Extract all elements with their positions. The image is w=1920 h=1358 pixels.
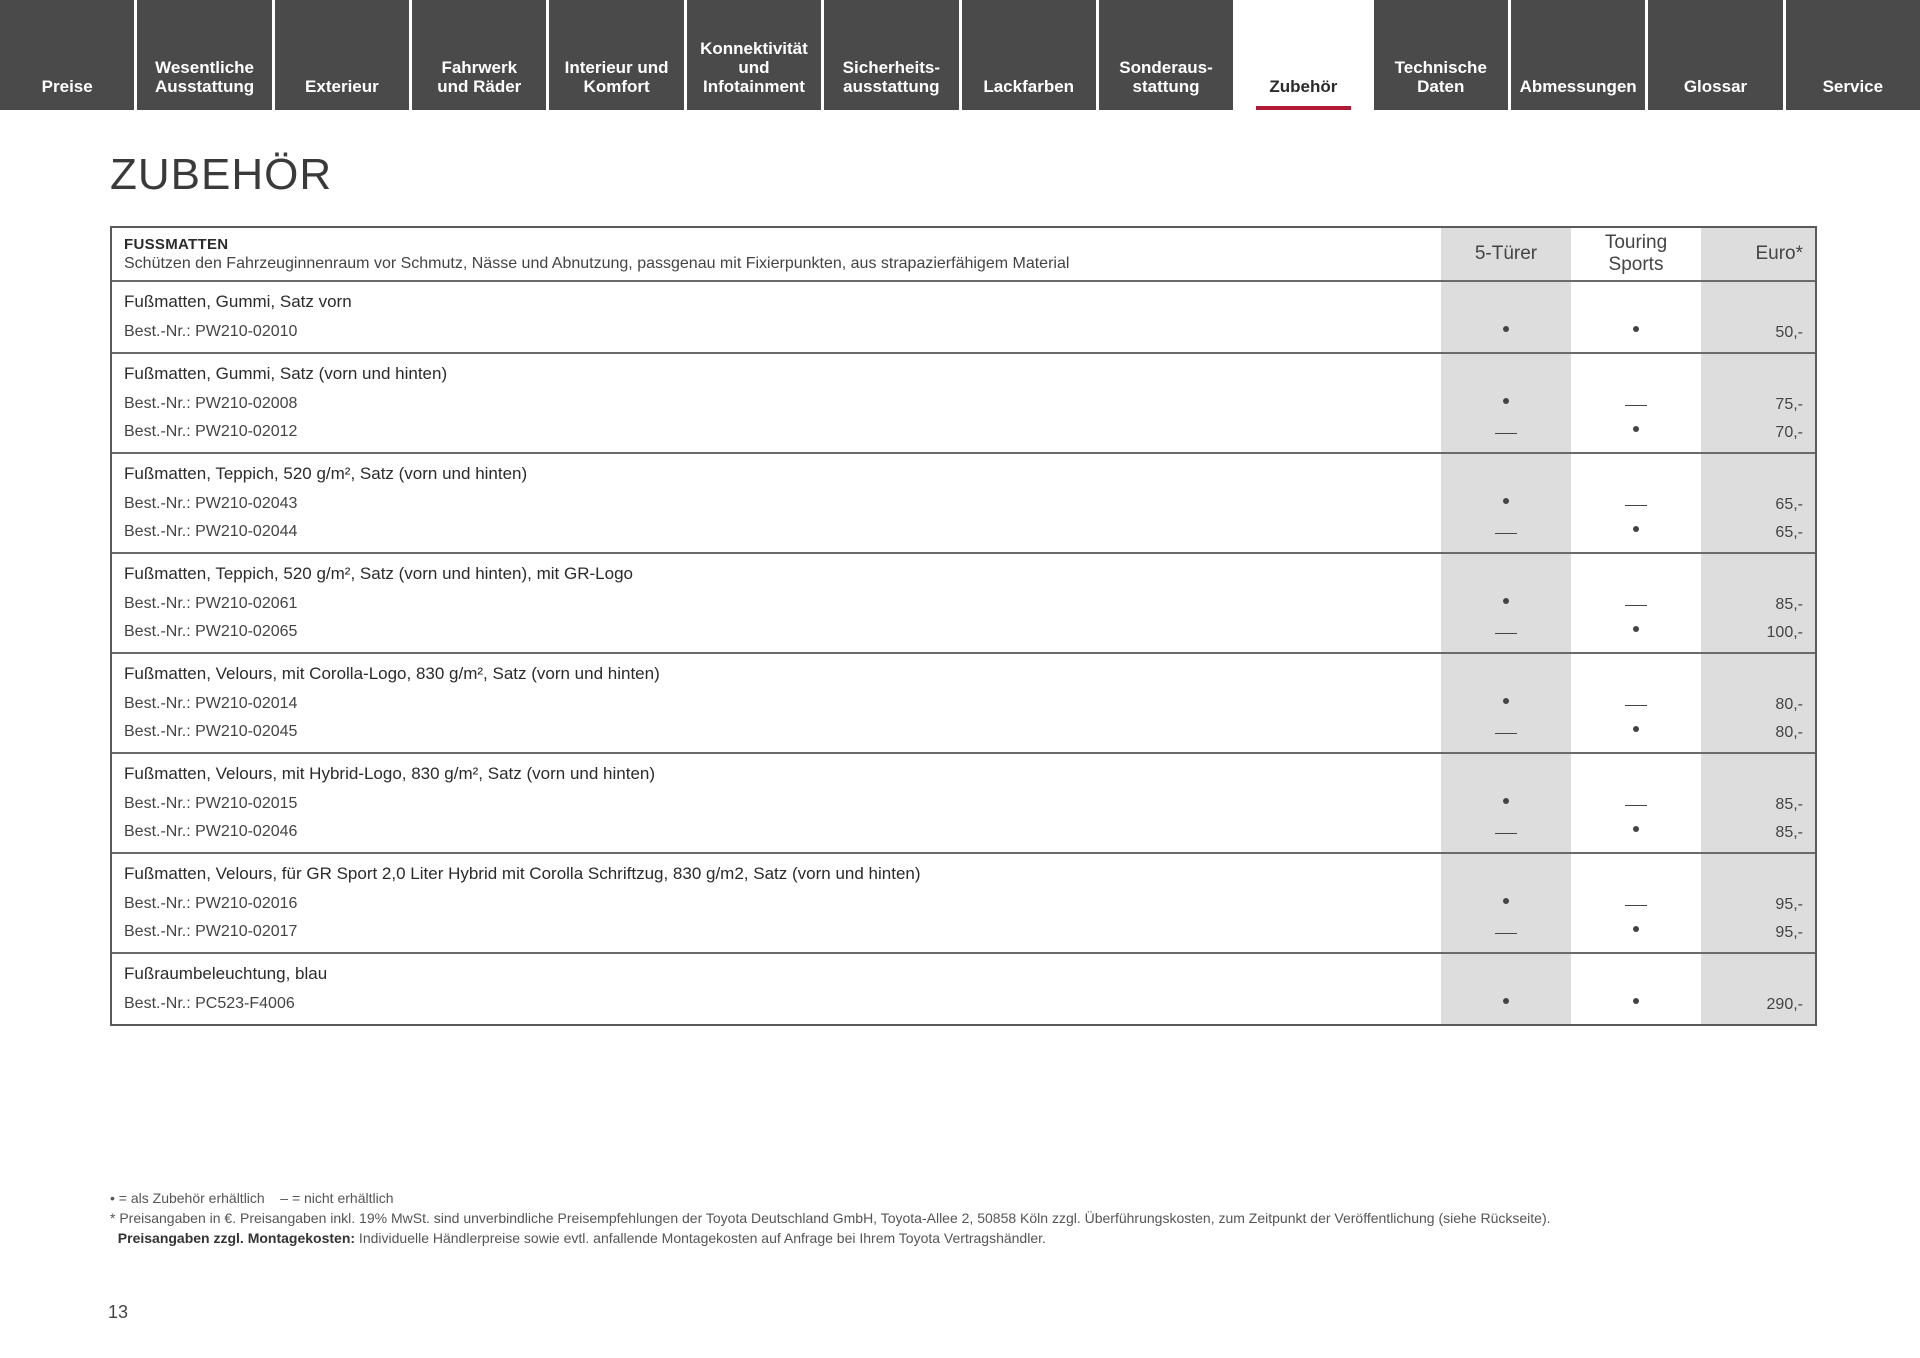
price-column [1701,354,1815,452]
availability-touring-sports [1571,954,1701,1024]
nav-tab-label: Abmessungen [1519,77,1637,96]
section-header [112,228,1441,280]
item-name: Fußraumbeleuchtung, blau [124,964,328,983]
nav-tab-sicherheits-ausstattung[interactable] [824,0,958,110]
item-description [112,954,1441,1024]
not-available-dash-icon [1495,833,1517,835]
available-dot-icon [1503,998,1509,1004]
available-dot-icon [1503,498,1509,504]
part-number: Best.-Nr.: PW210-02016 [124,895,298,912]
available-dot-icon [1503,698,1509,704]
item-name: Fußmatten, Velours, mit Corolla-Logo, 830 g/m², Satz (vorn und hinten) [124,664,660,683]
available-dot-icon [1503,398,1509,404]
availability-5-tuerer [1441,854,1571,952]
item-name: Fußmatten, Gummi, Satz vorn [124,292,352,311]
availability-touring-sports [1571,854,1701,952]
availability-5-tuerer [1441,954,1571,1024]
table-row [112,282,1815,354]
nav-tab-label: Konnektivität und Infotainment [700,39,808,96]
table-row [112,754,1815,854]
part-number: Best.-Nr.: PW210-02015 [124,795,298,812]
availability-cell [1571,486,1701,514]
item-description [112,554,1441,652]
item-description [112,454,1441,552]
availability-touring-sports [1571,454,1701,552]
price-cell: 95,- [1775,896,1803,913]
part-number: Best.-Nr.: PW210-02010 [124,323,298,340]
price-column [1701,954,1815,1024]
chapter-navigation [0,0,1920,110]
mounting-note-label: Preisangaben zzgl. Montagekosten: [117,1230,356,1246]
price-cell: 80,- [1775,724,1803,741]
availability-cell [1571,514,1701,542]
available-dot-icon [1633,998,1639,1004]
availability-cell [1571,386,1701,414]
column-header-euro: Euro* [1701,228,1815,280]
section-subtitle: Schützen den Fahrzeuginnenraum vor Schmutz, Nässe und Abnutzung, passgenau mit Fixierpunkten, aus strapazierfähigem Material [124,255,1070,272]
price-column [1701,454,1815,552]
table-row [112,354,1815,454]
price-cell: 100,- [1766,624,1803,641]
availability-cell [1571,586,1701,614]
nav-tab-label: Fahrwerk und Räder [437,58,522,96]
table-row [112,654,1815,754]
availability-cell [1441,614,1571,642]
nav-tab-label: Interieur und Komfort [564,58,669,96]
nav-tab-label: Sonderaus- stattung [1119,58,1213,96]
page-title: ZUBEHÖR [110,150,333,199]
item-name: Fußmatten, Teppich, 520 g/m², Satz (vorn und hinten), mit GR-Logo [124,564,633,583]
nav-tab-fahrwerk-und-räder[interactable] [412,0,546,110]
availability-cell [1441,986,1571,1014]
availability-cell [1441,486,1571,514]
available-dot-icon [1633,526,1639,532]
price-column [1701,654,1815,752]
not-available-dash-icon [1625,505,1647,507]
availability-touring-sports [1571,354,1701,452]
item-description [112,854,1441,952]
availability-cell [1571,686,1701,714]
part-number: Best.-Nr.: PW210-02065 [124,623,298,640]
nav-tab-sonderaus-stattung[interactable] [1099,0,1233,110]
table-row [112,454,1815,554]
part-number: Best.-Nr.: PW210-02017 [124,923,298,940]
not-available-dash-icon [1625,905,1647,907]
availability-cell [1571,914,1701,942]
availability-cell [1571,814,1701,842]
nav-tab-label: Wesentliche Ausstattung [154,58,255,96]
part-number: Best.-Nr.: PW210-02012 [124,423,298,440]
column-header-touring-sports: Touring Sports [1571,228,1701,280]
available-dot-icon [1503,598,1509,604]
price-cell: 290,- [1766,996,1803,1013]
availability-cell [1441,586,1571,614]
nav-tab-glossar[interactable] [1648,0,1782,110]
table-row [112,554,1815,654]
available-dot-icon [1503,326,1509,332]
active-tab-indicator [1256,106,1350,110]
not-available-dash-icon [1495,633,1517,635]
item-description [112,654,1441,752]
availability-touring-sports [1571,282,1701,352]
item-name: Fußmatten, Velours, für GR Sport 2,0 Liter Hybrid mit Corolla Schriftzug, 830 g/m2, Satz (vorn und hinten) [124,864,921,883]
table-row [112,954,1815,1024]
availability-cell [1571,314,1701,342]
nav-tab-zubehör[interactable] [1236,0,1370,110]
availability-5-tuerer [1441,454,1571,552]
availability-5-tuerer [1441,654,1571,752]
nav-tab-label: Zubehör [1269,77,1338,96]
column-header-5-tuerer: 5-Türer [1441,228,1571,280]
item-description [112,354,1441,452]
not-available-dash-icon [1495,433,1517,435]
price-cell: 70,- [1775,424,1803,441]
not-available-dash-icon [1625,405,1647,407]
section-title: FUSSMATTEN [124,236,229,253]
availability-cell [1571,786,1701,814]
price-cell: 95,- [1775,924,1803,941]
price-cell: 85,- [1775,596,1803,613]
price-cell: 65,- [1775,524,1803,541]
mounting-note-text: Individuelle Händlerpreise sowie evtl. anfallende Montagekosten auf Anfrage bei Ihrem Toyota Vertragshändler. [355,1230,1046,1246]
part-number: Best.-Nr.: PW210-02014 [124,695,298,712]
availability-cell [1441,414,1571,442]
table-header-row [112,228,1815,282]
accessories-table [110,226,1817,1026]
nav-tab-label: Sicherheits- ausstattung [842,58,940,96]
not-available-dash-icon [1625,705,1647,707]
available-dot-icon [1503,898,1509,904]
availability-cell [1441,686,1571,714]
available-dot-icon [1633,726,1639,732]
availability-cell [1441,314,1571,342]
nav-tab-service[interactable] [1786,0,1920,110]
nav-tab-konnektivität-und-infotainment[interactable] [687,0,821,110]
availability-touring-sports [1571,554,1701,652]
part-number: Best.-Nr.: PC523-F4006 [124,995,295,1012]
availability-5-tuerer [1441,754,1571,852]
not-available-dash-icon [1625,805,1647,807]
availability-cell [1571,986,1701,1014]
nav-tab-label: Preise [41,77,93,96]
available-dot-icon [1633,626,1639,632]
page-number: 13 [108,1302,129,1322]
legend-note: • = als Zubehör erhältlich – = nicht erhältlich [110,1190,394,1206]
price-cell: 50,- [1775,324,1803,341]
availability-cell [1441,886,1571,914]
price-cell: 80,- [1775,696,1803,713]
item-name: Fußmatten, Velours, mit Hybrid-Logo, 830 g/m², Satz (vorn und hinten) [124,764,656,783]
part-number: Best.-Nr.: PW210-02044 [124,523,298,540]
nav-tab-exterieur[interactable] [275,0,409,110]
availability-5-tuerer [1441,554,1571,652]
not-available-dash-icon [1495,733,1517,735]
availability-cell [1571,614,1701,642]
availability-cell [1571,886,1701,914]
part-number: Best.-Nr.: PW210-02045 [124,723,298,740]
availability-cell [1571,714,1701,742]
availability-cell [1441,514,1571,542]
nav-tab-wesentliche-ausstattung[interactable] [137,0,271,110]
availability-5-tuerer [1441,354,1571,452]
price-column [1701,854,1815,952]
mounting-note [110,1228,1830,1248]
price-column [1701,754,1815,852]
part-number: Best.-Nr.: PW210-02008 [124,395,298,412]
price-cell: 65,- [1775,496,1803,513]
price-column [1701,554,1815,652]
item-name: Fußmatten, Teppich, 520 g/m², Satz (vorn und hinten) [124,464,528,483]
not-available-dash-icon [1495,533,1517,535]
part-number: Best.-Nr.: PW210-02046 [124,823,298,840]
part-number: Best.-Nr.: PW210-02061 [124,595,298,612]
price-column [1701,282,1815,352]
availability-cell [1441,386,1571,414]
price-cell: 85,- [1775,824,1803,841]
footnotes [110,1188,1830,1248]
table-row [112,854,1815,954]
available-dot-icon [1633,926,1639,932]
not-available-dash-icon [1625,605,1647,607]
item-name: Fußmatten, Gummi, Satz (vorn und hinten) [124,364,448,383]
available-dot-icon [1633,826,1639,832]
item-description [112,754,1441,852]
availability-touring-sports [1571,754,1701,852]
nav-tab-technische-daten[interactable] [1374,0,1508,110]
nav-tab-label: Glossar [1683,77,1748,96]
nav-tab-interieur-und-komfort[interactable] [549,0,683,110]
price-note: * Preisangaben in €. Preisangaben inkl. 19% MwSt. sind unverbindliche Preisempfehlungen der Toyota Deutschland GmbH, Toyota-Allee 2, 50858 Köln zzgl. Überführungskosten, zum Zeitpunkt der Veröffentlichung (siehe Rückseite). [110,1210,1551,1226]
availability-5-tuerer [1441,282,1571,352]
not-available-dash-icon [1495,933,1517,935]
nav-tab-label: Exterieur [305,77,379,96]
price-cell: 75,- [1775,396,1803,413]
available-dot-icon [1633,326,1639,332]
availability-cell [1441,914,1571,942]
availability-cell [1441,814,1571,842]
part-number: Best.-Nr.: PW210-02043 [124,495,298,512]
availability-cell [1441,714,1571,742]
availability-cell [1441,786,1571,814]
nav-tab-abmessungen[interactable] [1511,0,1645,110]
nav-tab-label: Technische Daten [1394,58,1487,96]
nav-tab-lackfarben[interactable] [962,0,1096,110]
availability-cell [1571,414,1701,442]
available-dot-icon [1633,426,1639,432]
item-description [112,282,1441,352]
availability-touring-sports [1571,654,1701,752]
nav-tab-preise[interactable] [0,0,134,110]
available-dot-icon [1503,798,1509,804]
nav-tab-label: Lackfarben [983,77,1075,96]
price-cell: 85,- [1775,796,1803,813]
nav-tab-label: Service [1822,77,1884,96]
